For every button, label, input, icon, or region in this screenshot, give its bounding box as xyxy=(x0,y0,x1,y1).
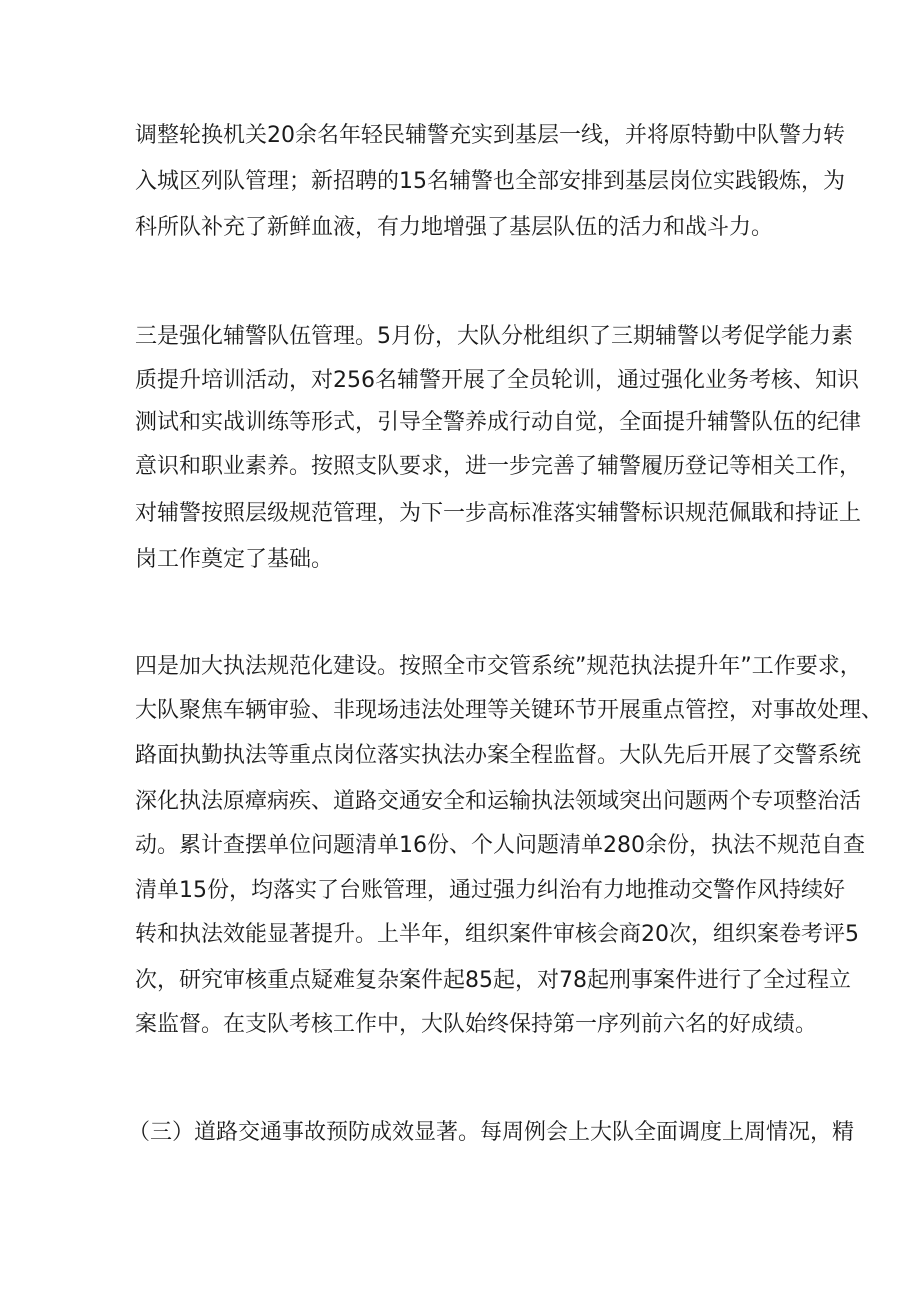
paragraph-2-line-6: 岗工作奠定了基础。 xyxy=(135,547,334,572)
paragraph-3-line-2: 大队聚焦车辆审验、非现场违法处理等关键环节开展重点管控，对事故处理、 xyxy=(135,698,884,723)
paragraph-3-line-3: 路面执勤执法等重点岗位落实执法办案全程监督。大队先后开展了交警系统 xyxy=(135,743,862,768)
paragraph-1-line-3: 科所队补充了新鲜血液，有力地增强了基层队伍的活力和战斗力。 xyxy=(135,215,774,240)
paragraph-3-line-8: 次，研究审核重点疑难复杂案件起85起，对78起刑事案件进行了全过程立 xyxy=(135,968,851,993)
paragraph-2-line-2: 质提升培训活动，对256名辅警开展了全员轮训，通过强化业务考核、知识 xyxy=(135,368,859,393)
paragraph-1-line-2: 入城区列队管理；新招聘的15名辅警也全部安排到基层岗位实践锻炼，为 xyxy=(135,169,845,194)
paragraph-4-line-1: （三）道路交通事故预防成效显著。每周例会上大队全面调度上周情况，精 xyxy=(128,1120,855,1145)
paragraph-2-line-3: 测试和实战训练等形式，引导全警养成行动自觉，全面提升辅警队伍的纪律 xyxy=(135,410,862,435)
paragraph-1-line-1: 调整轮换机关20余名年轻民辅警充实到基层一线，并将原特勤中队警力转 xyxy=(135,123,845,148)
paragraph-3-line-5: 动。累计查摆单位问题清单16份、个人问题清单280余份，执法不规范自查 xyxy=(135,833,865,858)
paragraph-3-line-4: 深化执法原瘴病疾、道路交通安全和运输执法领域突出问题两个专项整治活 xyxy=(135,789,862,814)
paragraph-2-line-4: 意识和职业素养。按照支队要求，进一步完善了辅警履历登记等相关工作， xyxy=(135,454,862,479)
paragraph-2-line-5: 对辅警按照层级规范管理，为下一步高标准落实辅警标识规范佩戢和持证上 xyxy=(135,501,862,526)
paragraph-3-line-1: 四是加大执法规范化建设。按照全市交管系统”规范执法提升年”工作要求， xyxy=(135,654,862,679)
paragraph-3-line-7: 转和执法效能显著提升。上半年，组织案件审核会商20次，组织案卷考评5 xyxy=(135,922,859,947)
paragraph-2-line-1: 三是强化辅警队伍管理。5月份，大队分枇组织了三期辅警以考促学能力素 xyxy=(135,324,853,349)
paragraph-3-line-9: 案监督。在支队考核工作中，大队始终保持第一序列前六名的好成绩。 xyxy=(135,1012,818,1037)
paragraph-3-line-6: 清单15份，均落实了台账管理，通过强力纠治有力地推动交警作风持续好 xyxy=(135,878,845,903)
